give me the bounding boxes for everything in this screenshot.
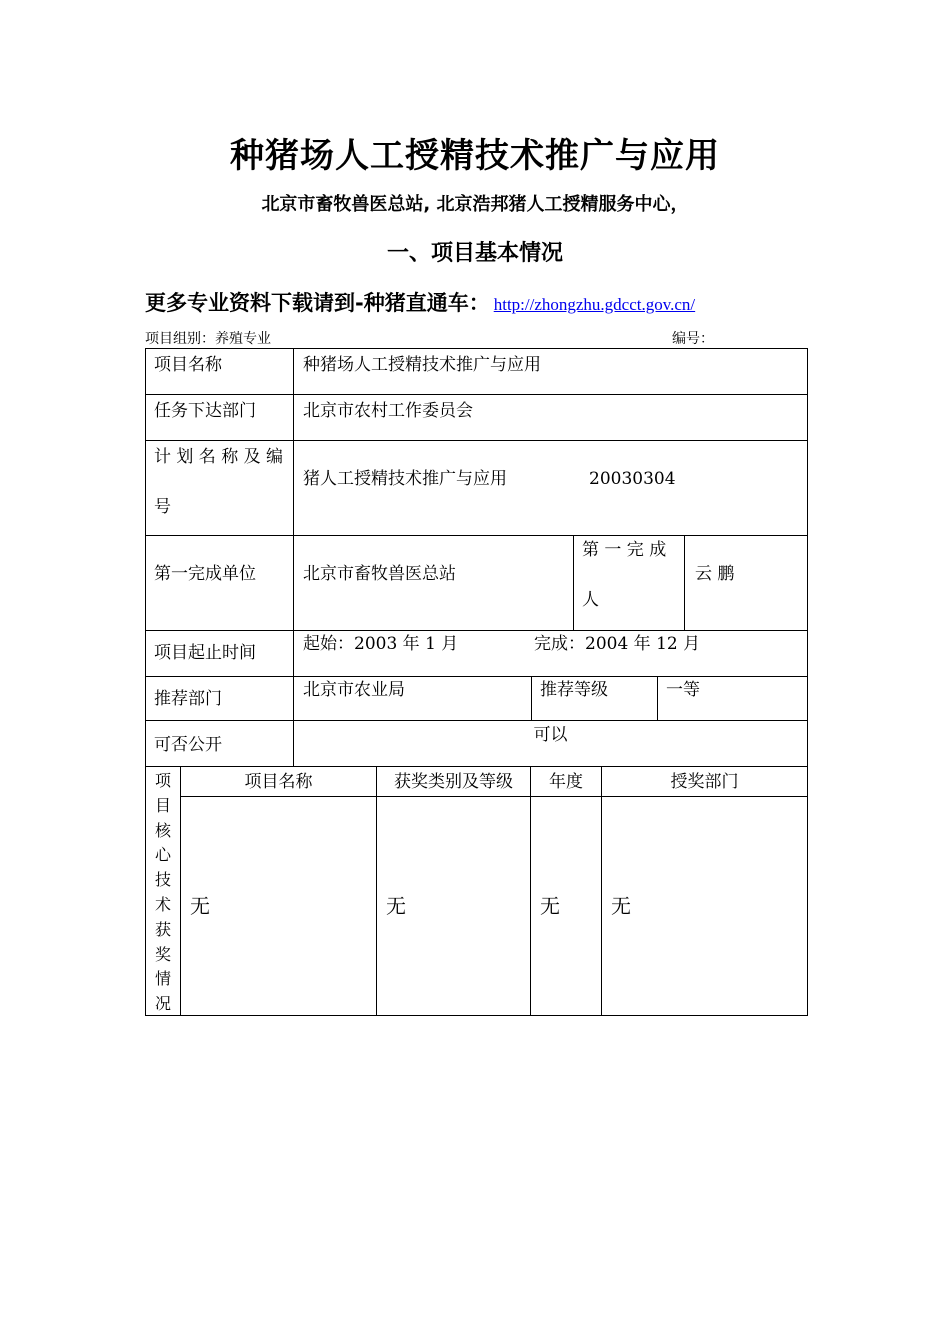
section-heading: 一、项目基本情况 — [386, 241, 563, 266]
plan-label-line1: 计 划 名 称 及 编 — [154, 447, 284, 467]
person-value: 云 鹏 — [684, 535, 808, 631]
time-end: 完成：2004 年 12 月 — [534, 634, 701, 654]
person-label-line1: 第 一 完 成 — [582, 540, 667, 560]
promo-link[interactable]: http://zhongzhu.gdcct.gov.cn/ — [493, 295, 696, 314]
document-subtitle: 北京市畜牧兽医总站, 北京浩邦猪人工授精服务中心， — [261, 194, 689, 215]
award-header-name: 项目名称 — [180, 766, 377, 797]
time-label: 项目起止时间 — [145, 630, 294, 677]
document-title: 种猪场人工授精技术推广与应用 — [230, 136, 720, 176]
award-value-year: 无 — [530, 796, 602, 1016]
award-header-dept: 授奖部门 — [601, 766, 808, 797]
award-side-label — [145, 766, 181, 1016]
public-label: 可否公开 — [145, 720, 294, 767]
award-side-char: 获 — [154, 919, 171, 939]
award-side-char: 核 — [154, 820, 171, 840]
award-side-char: 情 — [154, 969, 171, 989]
time-start: 起始：2003 年 1 月 — [303, 634, 459, 654]
rec-value: 北京市农业局 — [293, 676, 532, 721]
plan-value-cell — [293, 440, 808, 536]
project-name-value: 种猪场人工授精技术推广与应用 — [293, 348, 808, 395]
award-side-char: 心 — [154, 845, 171, 865]
award-value-dept: 无 — [601, 796, 808, 1016]
project-name-label: 项目名称 — [145, 348, 294, 395]
dept-label: 任务下达部门 — [145, 394, 294, 441]
award-side-char: 技 — [154, 870, 171, 890]
plan-number: 20030304 — [589, 469, 676, 489]
award-side-char: 况 — [154, 994, 171, 1014]
rec-label: 推荐部门 — [145, 676, 294, 721]
level-label: 推荐等级 — [531, 676, 658, 721]
award-side-char: 目 — [154, 795, 171, 815]
level-value: 一等 — [657, 676, 808, 721]
time-value-cell — [293, 630, 808, 677]
group-label: 项目组别：养殖专业 — [145, 331, 271, 347]
award-side-char: 项 — [154, 771, 171, 790]
award-value-category: 无 — [376, 796, 531, 1016]
award-value-name: 无 — [180, 796, 377, 1016]
award-side-char: 奖 — [154, 944, 171, 964]
award-header-category: 获奖类别及等级 — [376, 766, 531, 797]
promo-text: 更多专业资料下载请到-种猪直通车： — [145, 291, 490, 315]
public-value: 可以 — [293, 720, 808, 767]
award-side-char: 术 — [154, 894, 171, 914]
person-label-line2: 人 — [582, 590, 599, 610]
plan-value: 猪人工授精技术推广与应用 — [303, 469, 507, 489]
unit-label: 第一完成单位 — [145, 535, 294, 631]
unit-value: 北京市畜牧兽医总站 — [293, 535, 574, 631]
person-label — [573, 535, 685, 631]
plan-label-line2: 号 — [154, 497, 171, 517]
dept-value: 北京市农村工作委员会 — [293, 394, 808, 441]
promo-line — [145, 287, 695, 317]
award-header-year: 年度 — [530, 766, 602, 797]
number-label: 编号： — [672, 331, 714, 347]
plan-label — [145, 440, 294, 536]
